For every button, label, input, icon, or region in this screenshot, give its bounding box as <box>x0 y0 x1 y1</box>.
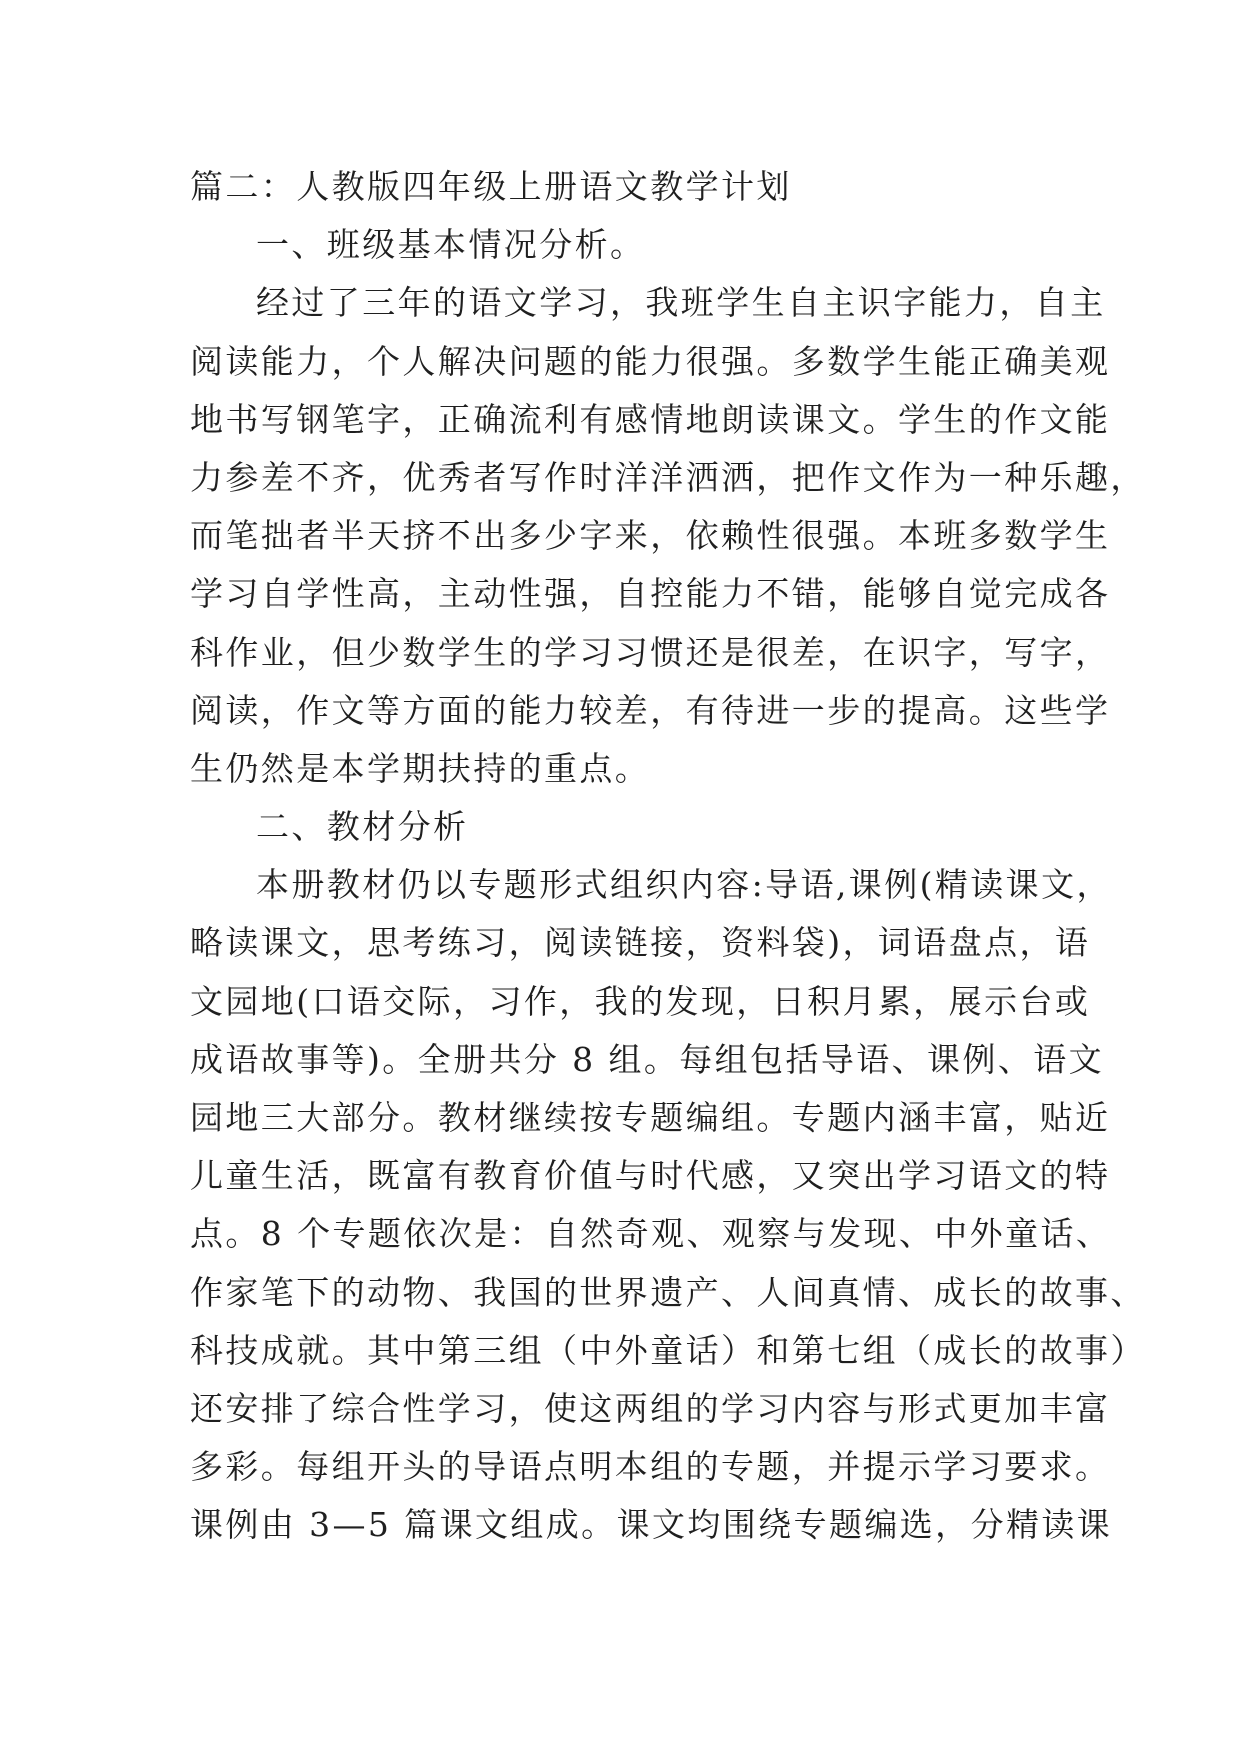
paragraph-line: 点。8 个专题依次是：自然奇观、观察与发现、中外童话、 <box>190 1214 1112 1254</box>
paragraph-line: 儿童生活，既富有教育价值与时代感，又突出学习语文的特 <box>190 1156 1111 1196</box>
paragraph-line: 生仍然是本学期扶持的重点。 <box>190 748 651 788</box>
section-heading-class-analysis: 一、班级基本情况分析。 <box>256 225 646 265</box>
paragraph-line: 略读课文，思考练习，阅读链接，资料袋)，词语盘点，语 <box>190 923 1091 963</box>
paragraph-line: 科作业，但少数学生的学习习惯还是很差，在识字，写字， <box>190 632 1111 672</box>
paragraph-line: 还安排了综合性学习，使这两组的学习内容与形式更加丰富 <box>190 1388 1111 1428</box>
paragraph-line: 园地三大部分。教材继续按专题编组。专题内涵丰富，贴近 <box>190 1098 1111 1137</box>
paragraph-line: 经过了三年的语文学习，我班学生自主识字能力，自主 <box>256 283 1106 323</box>
paragraph-line: 成语故事等)。全册共分 8 组。每组包括导语、课例、语文 <box>190 1039 1105 1079</box>
paragraph-line: 地书写钢笔字，正确流利有感情地朗读课文。学生的作文能 <box>190 399 1111 439</box>
paragraph-line: 科技成就。其中第三组（中外童话）和第七组（成长的故事） <box>190 1330 1146 1370</box>
paragraph-line: 文园地(口语交际，习作，我的发现，日积月累，展示台或 <box>190 981 1091 1021</box>
paragraph-line: 课例由 3—5 篇课文组成。课文均围绕专题编选，分精读课 <box>190 1505 1113 1545</box>
paragraph-line: 本册教材仍以专题形式组织内容:导语,课例(精读课文， <box>256 865 1112 905</box>
paragraph-line: 多彩。每组开头的导语点明本组的专题，并提示学习要求。 <box>190 1447 1111 1487</box>
paragraph-line: 阅读，作文等方面的能力较差，有待进一步的提高。这些学 <box>190 690 1111 730</box>
paragraph-line: 学习自学性高，主动性强，自控能力不错，能够自觉完成各 <box>190 574 1111 614</box>
paragraph-line: 力参差不齐，优秀者写作时洋洋洒洒，把作文作为一种乐趣， <box>190 457 1146 497</box>
paragraph-line: 作家笔下的动物、我国的世界遗产、人间真情、成长的故事、 <box>190 1272 1146 1312</box>
document-body <box>190 158 1146 1555</box>
paragraph-line: 阅读能力，个人解决问题的能力很强。多数学生能正确美观 <box>190 341 1111 381</box>
section-heading-textbook-analysis: 二、教材分析 <box>256 807 469 847</box>
document-title: 篇二：人教版四年级上册语文教学计划 <box>190 167 792 206</box>
paragraph-line: 而笔拙者半天挤不出多少字来，依赖性很强。本班多数学生 <box>190 516 1111 556</box>
